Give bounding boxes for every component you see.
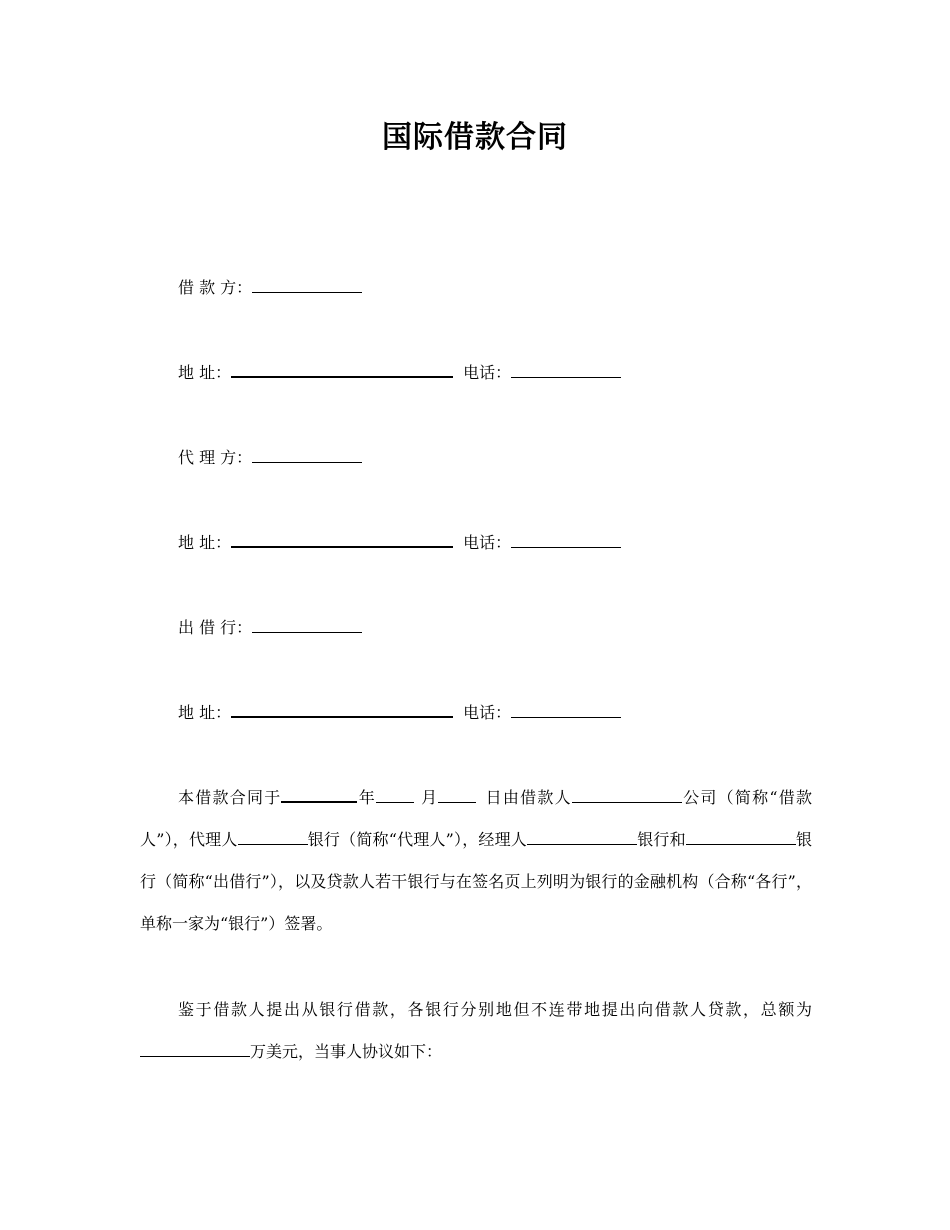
lender-label: 出 借 行： bbox=[178, 618, 253, 637]
para2-text-1: 鉴于借款人提出从银行借款，各银行分别地但不连带地提出向借款人贷款，总额为 bbox=[178, 1000, 812, 1019]
agent-bank-blank[interactable] bbox=[238, 829, 308, 845]
agent-address-field bbox=[178, 531, 621, 555]
phone-blank[interactable] bbox=[511, 702, 621, 718]
phone-blank[interactable] bbox=[511, 532, 621, 548]
manager-bank-blank[interactable] bbox=[527, 829, 637, 845]
borrower-label: 借 款 方： bbox=[178, 278, 253, 297]
para1-text-lender: 银行（简称“出借行”），以及贷款人若干银行与在签名页上列明为银行的金融机构（合称“各行”，单称一家为“银行”）签署。 bbox=[140, 830, 812, 933]
month-blank[interactable] bbox=[376, 787, 414, 803]
address-label: 地 址： bbox=[178, 363, 232, 382]
para1-text-agent: 银行（简称“代理人”），经理人 bbox=[307, 830, 527, 849]
lender-address-field bbox=[178, 701, 621, 725]
agent-label: 代 理 方： bbox=[178, 448, 253, 467]
address-label: 地 址： bbox=[178, 533, 232, 552]
address-blank[interactable] bbox=[231, 361, 453, 378]
borrower-blank[interactable] bbox=[252, 277, 362, 293]
agent-field bbox=[178, 446, 362, 470]
address-blank[interactable] bbox=[231, 701, 453, 718]
address-label: 地 址： bbox=[178, 703, 232, 722]
lender-blank[interactable] bbox=[252, 617, 362, 633]
borrower-address-field bbox=[178, 361, 621, 385]
para2-text-2: 万美元，当事人协议如下： bbox=[250, 1042, 443, 1061]
contract-recital-paragraph bbox=[140, 989, 812, 1073]
para1-text-day: 日由借款人 bbox=[484, 788, 572, 807]
agent-blank[interactable] bbox=[252, 447, 362, 463]
para1-text-year: 年 bbox=[357, 788, 376, 807]
phone-label: 电话： bbox=[463, 703, 512, 722]
para1-text-company: 公司（简称“借款人”），代理人 bbox=[140, 788, 812, 849]
phone-label: 电话： bbox=[463, 363, 512, 382]
para1-text-1: 本借款合同于 bbox=[178, 788, 282, 807]
lending-bank-blank[interactable] bbox=[686, 829, 796, 845]
lender-field bbox=[178, 616, 362, 640]
phone-blank[interactable] bbox=[511, 362, 621, 378]
para1-text-month: 月 bbox=[419, 788, 439, 807]
amount-blank[interactable] bbox=[140, 1041, 250, 1057]
para1-text-manager: 银行和 bbox=[637, 830, 686, 849]
day-blank[interactable] bbox=[438, 787, 476, 803]
borrower-field bbox=[178, 276, 362, 300]
phone-label: 电话： bbox=[463, 533, 512, 552]
year-blank[interactable] bbox=[281, 786, 357, 803]
contract-intro-paragraph bbox=[140, 777, 812, 945]
address-blank[interactable] bbox=[231, 531, 453, 548]
document-title: 国际借款合同 bbox=[382, 120, 568, 155]
company-blank[interactable] bbox=[572, 787, 682, 803]
